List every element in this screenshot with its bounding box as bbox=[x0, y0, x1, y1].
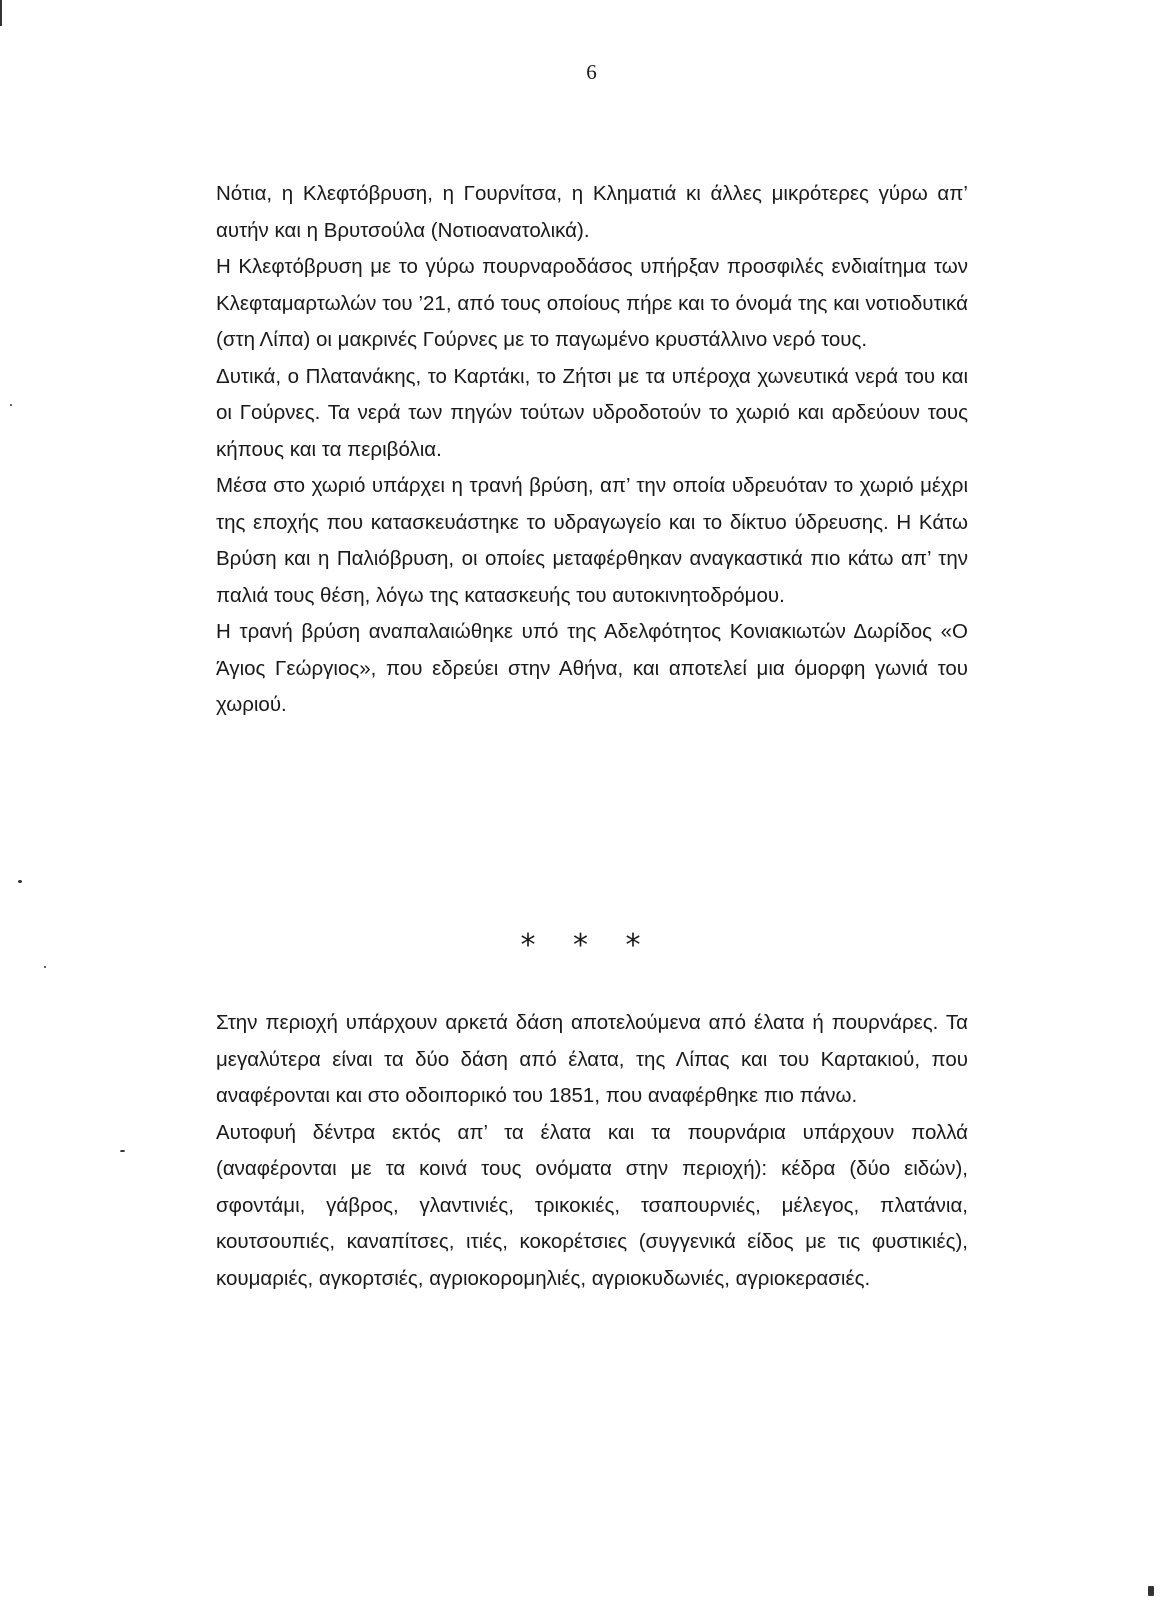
section-1-body bbox=[216, 176, 968, 724]
paragraph: Η τρανή βρύση αναπαλαιώθηκε υπό της Αδελφότητος Κονιακιωτών Δωρίδος «Ο Άγιος Γεώργιος», που εδρεύει στην Αθήνα, και αποτελεί μια όμορφη γωνιά του χωριού. bbox=[216, 620, 968, 716]
paragraph: Η Κλεφτόβρυση με το γύρω πουρναροδάσος υπήρξαν προσφιλές ενδιαίτημα των Κλεφταμαρτωλών του ’21, από τους οποίους πήρε και το όνομά της και νοτιοδυτικά (στη Λίπα) οι μακρινές Γούρνες με το παγωμένο κρυστάλλινο νερό τους. bbox=[216, 255, 968, 351]
scan-speck bbox=[10, 404, 12, 406]
paragraph: Αυτοφυή δέντρα εκτός απ’ τα έλατα και τα πουρνάρια υπάρχουν πολλά (αναφέρονται με τα κοινά τους ονόματα στην περιοχή): κέδρα (δύο ειδών), σφοντάμι, γάβρος, γλαντινιές, τρικοκιές, τσαπουρνιές, μέλεγος, πλατάνια, κουτσουπιές, καναπίτσες, ιτιές, κοκορέτσιες (συγγενικά είδος με τις φυστικιές), κουμαριές, αγκορτσιές, αγριοκορομηλιές, αγριοκυδωνιές, αγριοκερασιές. bbox=[216, 1120, 968, 1290]
scan-speck bbox=[1148, 1586, 1154, 1596]
section-2-body bbox=[216, 1005, 968, 1297]
scan-speck bbox=[0, 0, 2, 26]
scan-speck bbox=[120, 1150, 125, 1152]
paragraph: Μέσα στο χωριό υπάρχει η τρανή βρύση, απ’ την οποία υδρευόταν το χωριό μέχρι της εποχής που κατασκευάστηκε το υδραγωγείο και το δίκτυο ύδρευσης. Η Κάτω Βρύση και η Παλιόβρυση, οι οποίες μεταφέρθηκαν αναγκαστικά πιο κάτω απ’ την παλιά τους θέση, λόγω της κατασκευής του αυτοκινητοδρόμου. bbox=[216, 474, 968, 607]
paragraph: Νότια, η Κλεφτόβρυση, η Γουρνίτσα, η Κληματιά κι άλλες μικρότερες γύρω απ’ αυτήν και η Βρυτσούλα (Νοτιοανατολικά). bbox=[216, 182, 968, 242]
scan-speck bbox=[18, 880, 22, 883]
section-separator: * * * bbox=[520, 928, 655, 963]
paragraph: Στην περιοχή υπάρχουν αρκετά δάση αποτελούμενα από έλατα ή πουρνάρες. Τα μεγαλύτερα είναι τα δύο δάση από έλατα, της Λίπας και του Καρτακιού, που αναφέρονται και στο οδοιπορικό του 1851, που αναφέρθηκε πιο πάνω. bbox=[216, 1011, 968, 1107]
page-number: 6 bbox=[586, 60, 597, 84]
scan-speck bbox=[44, 966, 46, 968]
paragraph: Δυτικά, ο Πλατανάκης, το Καρτάκι, το Ζήτσι με τα υπέροχα χωνευτικά νερά του και οι Γούρνες. Τα νερά των πηγών τούτων υδροδοτούν το χωριό και αρδεύουν τους κήπους και τα περιβόλια. bbox=[216, 364, 968, 461]
